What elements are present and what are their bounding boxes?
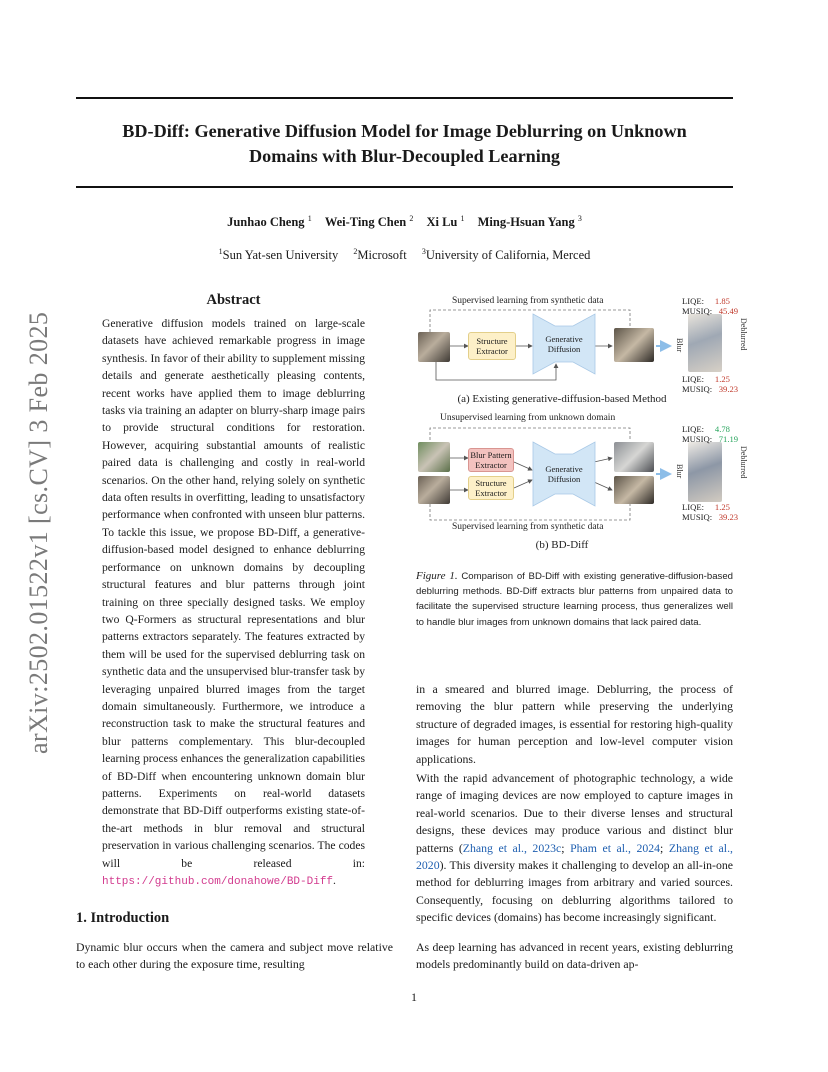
affiliation: $^3$University of California, Merced: [421, 247, 591, 262]
body-paragraph: With the rapid advancement of photographic technology, a wide range of imaging devices are now employed to capture images in real-world scenarios. Due to their diverse lenses and structural designs, these devices may produce various and distinct blur patterns (Zhang et al., 2023c; Pham et al., 2024; Zhang et al., 2020). This diversity makes it challenging to develop an all-in-one method for deblurring images from arbitrary and varied sources. Consequently, focusing on deblurring algorithms tailored to specific devices (domains) has become increasingly significant.: [416, 771, 733, 925]
introduction-heading: 1. Introduction: [76, 910, 170, 926]
citation-link[interactable]: Zhang et al., 2023c: [462, 840, 562, 855]
author: Ming-Hsuan Yang $^3$: [477, 214, 582, 229]
structure-extractor-box: Structure Extractor: [468, 332, 516, 360]
figure-1: [416, 292, 748, 554]
blur-label: Blur: [675, 338, 684, 353]
deblurred-label: Deblurred: [739, 318, 748, 351]
result-image: [688, 442, 722, 502]
affiliation-list: [76, 247, 733, 263]
arxiv-identifier: arXiv:2502.01522v1 [cs.CV] 3 Feb 2025: [24, 311, 53, 754]
author: Xi Lu $^1$: [426, 214, 465, 229]
unknown-domain-image: [418, 442, 450, 472]
deblurred-image: [614, 476, 654, 504]
panel-a-top-label: Supervised learning from synthetic data: [452, 296, 604, 306]
transferred-image: [614, 442, 654, 472]
affiliation: $^1$Sun Yat-sen University: [218, 247, 339, 262]
result-image: [688, 314, 722, 372]
author: Junhao Cheng $^1$: [227, 214, 312, 229]
blurry-output-image: [614, 328, 654, 362]
affiliation: $^2$Microsoft: [353, 247, 407, 262]
deblurred-label: Deblurred: [739, 446, 748, 479]
metrics-top: MUSIQ: 45.49: [682, 306, 739, 316]
metrics-top: LIQE: 4.78: [682, 424, 730, 434]
abstract-section: [102, 292, 365, 891]
author-list: [76, 214, 733, 230]
panel-b-top-label: Unsupervised learning from unknown domain: [440, 413, 616, 423]
metrics-bottom: LIQE: 1.25: [682, 502, 730, 512]
code-link[interactable]: https://github.com/donahowe/BD-Diff: [102, 876, 334, 888]
blur-pattern-extractor-box: Blur Pattern Extractor: [468, 448, 514, 472]
panel-b-caption: (b) BD-Diff: [535, 539, 589, 551]
metrics-top: MUSIQ: 71.19: [682, 434, 739, 444]
body-paragraph: As deep learning has advanced in recent years, existing deblurring models predominantly build on data-driven ap-: [416, 940, 733, 972]
author: Wei-Ting Chen $^2$: [324, 214, 414, 229]
blurry-input-image: [418, 332, 450, 362]
diffusion-label: Generative Diffusion: [545, 464, 583, 484]
paper-title: [76, 119, 733, 169]
body-paragraph: in a smeared and blurred image. Deblurring, the process of removing the blur pattern while preserving the underlying structure of degraded images, is essential for restoring high-quality images for human perception and low-level computer vision applications.: [416, 682, 733, 766]
blur-label: Blur: [675, 464, 684, 479]
introduction-paragraph: Dynamic blur occurs when the camera and subject move relative to each other during the exposure time, resulting: [76, 940, 393, 972]
diffusion-label: Generative Diffusion: [545, 334, 583, 354]
title-rule-top: [76, 97, 733, 99]
citation-link[interactable]: Zhang et al., 2020: [416, 840, 733, 873]
title-line-1: BD-Diff: Generative Diffusion Model for Image Deblurring on Unknown: [122, 121, 687, 141]
citation-link[interactable]: Pham et al., 2024: [570, 840, 661, 855]
abstract-heading: Abstract: [206, 292, 261, 308]
metrics-bottom: MUSIQ: 39.23: [682, 384, 739, 394]
synthetic-image: [418, 476, 450, 504]
figure-caption: Figure 1. Comparison of BD-Diff with existing generative-diffusion-based deblurring methods. BD-Diff extracts blur patterns from unpaired data to facilitate the supervised structure learning process, thus generalizes well to handle blur images from unknown domains that lack paired data.: [416, 570, 733, 628]
panel-a-caption: (a) Existing generative-diffusion-based Method: [457, 393, 667, 405]
panel-b-bottom-label: Supervised learning from synthetic data: [452, 522, 604, 532]
title-rule-bottom: [76, 186, 733, 188]
metrics-bottom: MUSIQ: 39.23: [682, 512, 739, 522]
title-line-2: Domains with Blur-Decoupled Learning: [248, 146, 561, 166]
metrics-bottom: LIQE: 1.25: [682, 374, 730, 384]
metrics-top: LIQE: 1.85: [682, 296, 730, 306]
abstract-body: Generative diffusion models trained on large-scale datasets have achieved remarkable progress in image synthesis. In favor of their ability to supplement missing details and generate aesthetically pleasing contents, recent works have applied them to image deblurring tasks via training an adapter on blurry-sharp image pairs to provide structural conditions for restoration. However, acquiring substantial amounts of realistic paired data is challenging and costly in real-world scenarios. On the other hand, relying solely on synthetic data often results in overfitting, leading to unsatisfactory performance when confronted with unseen blur patterns. To tackle this issue, we propose BD-Diff, a generative-diffusion-based model designed to enhance deblurring performance on unknown domains by decoupling structural features and blur patterns through joint training on three specially designed tasks. We employ two Q-Formers as structural representations and blur patterns extractors separately. The features extracted by them will be used for the supervised deblurring task on synthetic data and the unsupervised blur-transfer task by leveraging unpaired blurred images from the target domain simultaneously. Furthermore, we introduce a reconstruction task to make the structural features and blur patterns complementary. This blur-decoupled learning process enhances the generalization capabilities of BD-Diff when encountering unknown domain blur patterns. Experiments on real-world datasets demonstrate that BD-Diff outperforms existing state-of-the-art methods in blur removal and structural preservation in various challenging scenarios. The codes will be released in: https://github.com/donahowe/BD-Diff.: [102, 317, 365, 888]
structure-extractor-box: Structure Extractor: [468, 476, 514, 500]
page-number: 1: [411, 990, 417, 1004]
